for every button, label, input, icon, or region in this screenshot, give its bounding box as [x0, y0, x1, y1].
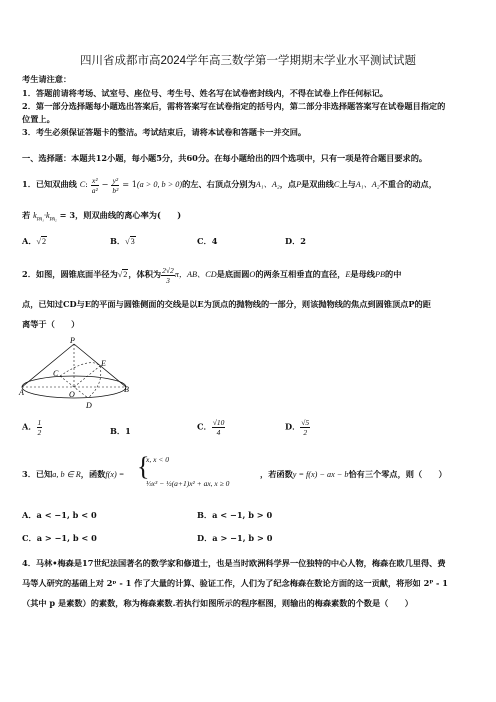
cone-figure — [20, 336, 132, 410]
question-3-suffix: ，若函数y = f(x) − ax − b恰有三个零点，则（ ） — [260, 469, 447, 479]
q1-option-c[interactable]: C．4 — [197, 236, 218, 246]
q3-option-c[interactable]: C．a > −1, b < 0 — [22, 533, 97, 543]
q1-text2: ，点 — [279, 179, 297, 189]
q1-line2a: 若 — [22, 210, 31, 220]
q2-option-b[interactable]: B．1 — [110, 426, 131, 436]
question-4-line3: （其中 p 是素数）的素数，称为梅森素数.若执行如图所示的程序框图，则输出的梅森素数的个数是（ ） — [22, 598, 413, 608]
question-2-line3: 离等于（ ） — [22, 319, 80, 329]
question-2-line1: 2．如图，圆锥底面半径为√2，体积为 $\frac{2√2}{3}$ π，AB、CD是底面圆O的两条互相垂直的直径，E是母线PB的中 — [22, 265, 402, 285]
label-c: C — [53, 369, 59, 378]
section-heading: 一、选择题：本题共12小题，每小题5分，共60分。在每小题给出的四个选项中，只有一项是符合题目要求的。 — [22, 153, 428, 163]
q3-option-b[interactable]: B．a < −1, b > 0 — [197, 510, 273, 520]
label-a: A — [19, 388, 24, 397]
q1-text1: 的左、右顶点分别为 — [182, 179, 256, 189]
q1-prefix: 1．已知双曲线 — [22, 179, 77, 189]
q1-curve-name-2: C — [333, 180, 340, 189]
q2-volume-frac: $\frac{2√2}{3}$ — [162, 265, 174, 285]
notice-item-2: 2．第一部分选择题每小题选出答案后，需将答案写在试卷指定的括号内，第二部分非选择题答案写在试卷题目指定的 — [22, 101, 446, 111]
question-4-line1: 4．马林•梅森是17世纪法国著名的数学家和修道士，也是当时欧洲科学界一位独特的中心人物，梅森在欧几里得、费 — [22, 558, 446, 568]
q2-option-d[interactable]: D． $\frac{√5}{2}$ — [285, 418, 310, 437]
q3-option-d[interactable]: D．a > −1, b > 0 — [197, 533, 273, 543]
label-d: D — [86, 401, 92, 410]
q1-curve-name: C — [79, 180, 86, 189]
q1-cond: (a > 0, b > 0) — [136, 180, 183, 189]
label-e: E — [101, 359, 106, 368]
question-1-line2: 若 $k_{PA_1}\cdot k_{PA_2} = 3$，则双曲线的离心率为( ) — [22, 210, 182, 223]
q1-line2b: = 3，则双曲线的离心率为( ) — [59, 210, 182, 220]
notice-item-2-cont: 位置上。 — [22, 114, 55, 124]
notice-item-1: 1．答题前请将考场、试室号、座位号、考生号、姓名写在试卷密封线内，不得在试卷上作任何标记。 — [22, 88, 388, 98]
q1-points-2: A₁、A₂ — [355, 180, 380, 189]
q2-option-a[interactable]: A． $\frac{1}{2}$ — [22, 418, 42, 437]
q1-p: P — [296, 180, 302, 189]
q1-text3: 是双曲线 — [301, 179, 334, 189]
q3-option-a[interactable]: A．a < −1, b < 0 — [22, 510, 97, 520]
label-b: B — [124, 385, 129, 394]
notice-heading: 考生请注意： — [22, 74, 72, 84]
label-o: O — [69, 390, 75, 399]
q1-frac-x: $\frac{\text{x²}}{\text{a²}}$ — [91, 175, 98, 195]
question-1-line1: 1．已知双曲线 C: $\frac{\text{x²}}{\text{a²}}$ − $\frac{\text{y²}}{\text{b²}}$ = 1(a > 0, b > 0)的左、右顶点分别为A₁、A₂，点P是双曲线C上与A₁、A₂不重合的动点， — [22, 175, 437, 195]
q1-frac-y: $\frac{\text{y²}}{\text{b²}}$ — [112, 175, 119, 195]
page-title: 四川省成都市高2024学年高三数学第一学期期末学业水平测试试题 — [79, 55, 417, 67]
q1-option-a[interactable]: A．√2 — [22, 236, 47, 246]
q1-text4: 上与 — [339, 179, 356, 189]
notice-item-3: 3．考生必须保证答题卡的整洁。考试结束后，请将本试卷和答题卡一并交回。 — [22, 127, 307, 137]
q1-option-d[interactable]: D．2 — [285, 236, 306, 246]
q1-points: A₁、A₂ — [255, 180, 280, 189]
q2-option-c[interactable]: C． $\frac{√10}{4}$ — [197, 418, 225, 437]
q1-text5: 不重合的动点， — [379, 179, 437, 189]
piecewise-case-1: x, x < 0 — [146, 455, 169, 464]
piecewise-brace: { — [137, 452, 150, 481]
question-2-line2: 点，已知过CD与E的平面与圆锥侧面的交线是以E为顶点的抛物线的一部分，则该抛物线的焦点到圆锥顶点P的距 — [22, 299, 431, 309]
label-p: P — [70, 336, 75, 345]
piecewise-case-2: ⅓x³ − ½(a+1)x² + ax, x ≥ 0 — [146, 479, 230, 488]
q1-option-b[interactable]: B．√3 — [110, 236, 135, 246]
question-4-line2: 马等人研究的基础上对 2ᵖ - 1 作了大量的计算、验证工作，人们为了纪念梅森在数论方面的这一贡献，将形如 2ᴾ - 1 — [22, 578, 448, 588]
question-3-prefix: 3．已知a, b ∈ R，函数f(x) = — [22, 469, 125, 479]
